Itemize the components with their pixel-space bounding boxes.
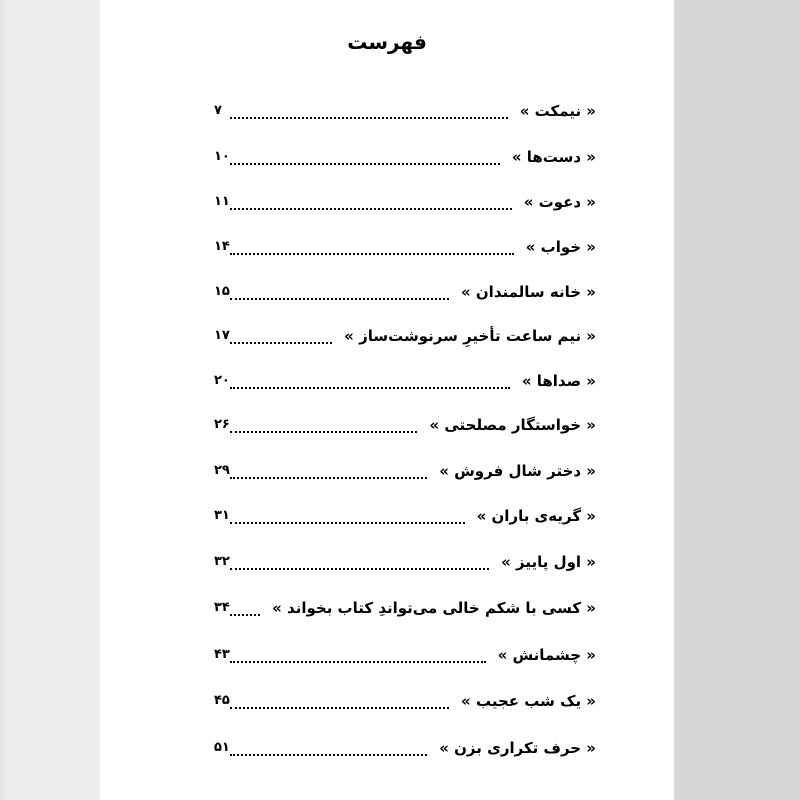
toc-entry[interactable] [100, 644, 674, 670]
toc-leader-dots [230, 699, 449, 709]
document-page [100, 0, 674, 800]
toc-entry-page-number: ۱۰ [214, 149, 230, 164]
toc-leader-dots [230, 155, 500, 165]
toc-entry-title: « گریه‌ی باران » [476, 507, 596, 525]
toc-entry-page-number: ۳۴ [214, 600, 230, 615]
toc-leader-dots [230, 514, 465, 524]
left-edge-line [0, 0, 4, 800]
toc-entry-page-number: ۴۳ [214, 647, 230, 662]
toc-entry-title: « خانه سالمندان » [460, 283, 596, 301]
toc-leader-dots [230, 200, 512, 210]
toc-leader-dots [230, 423, 417, 433]
toc-entry-title: « دست‌ها » [511, 148, 596, 166]
toc-entry-page-number: ۳۲ [214, 554, 230, 569]
toc-entry[interactable] [100, 281, 674, 307]
toc-entry[interactable] [100, 551, 674, 577]
toc-entry[interactable] [100, 505, 674, 531]
toc-leader-dots [230, 290, 449, 300]
toc-entry-page-number: ۳۱ [214, 508, 230, 523]
toc-leader-dots [230, 245, 514, 255]
toc-leader-dots [230, 109, 508, 119]
toc-leader-dots [230, 379, 510, 389]
toc-entry-title: « کسی با شکم خالی می‌تواندِ کتاب بخواند » [272, 599, 596, 617]
toc-entry[interactable] [100, 370, 674, 396]
toc-leader-dots [230, 334, 332, 344]
toc-entry-title: « صداها » [521, 372, 596, 390]
toc-entry-title: « خواب » [525, 238, 596, 256]
toc-entry-page-number: ۲۶ [214, 417, 230, 432]
toc-leader-dots [230, 746, 427, 756]
toc-leader-dots [230, 560, 489, 570]
toc-entry-title: « خواستگار مصلحتی » [429, 416, 596, 434]
toc-entry-page-number: ۵۱ [214, 740, 230, 755]
right-margin-strip [674, 0, 800, 800]
left-margin-strip [0, 0, 100, 800]
toc-entry-title: « چشمانش » [497, 646, 596, 664]
toc-entry[interactable] [100, 146, 674, 172]
toc-entry[interactable] [100, 191, 674, 217]
toc-entry[interactable] [100, 460, 674, 486]
toc-entry-page-number: ۲۰ [214, 373, 230, 388]
toc-entry[interactable] [100, 737, 674, 763]
toc-entry-title: « حرف تکراری بزن » [439, 739, 596, 757]
toc-entry-page-number: ۱۷ [214, 328, 230, 343]
toc-entry-page-number: ۴۵ [214, 693, 230, 708]
toc-entry-page-number: ۲۹ [214, 463, 230, 478]
toc-leader-dots [230, 469, 427, 479]
toc-entry-title: « اول پاییز » [501, 553, 596, 571]
toc-entry-title: « دعوت » [523, 193, 596, 211]
toc-entry[interactable] [100, 690, 674, 716]
toc-entry-page-number: ۱۱ [214, 194, 230, 209]
toc-entry-title: « نیم ساعت تأخیرِ سرنوشت‌ساز » [344, 327, 596, 345]
toc-entry-page-number: ۷ [214, 103, 222, 118]
toc-leader-dots [230, 653, 486, 663]
toc-entry-title: « یک شب عجیب » [461, 692, 596, 710]
toc-entry[interactable] [100, 236, 674, 262]
toc-entry-title: « نیمکت » [519, 102, 596, 120]
toc-entry-page-number: ۱۵ [214, 284, 230, 299]
toc-entry[interactable] [100, 100, 674, 126]
toc-leader-dots [230, 606, 260, 616]
toc-entry[interactable] [100, 597, 674, 623]
toc-title: فهرست [347, 30, 427, 54]
toc-entry[interactable] [100, 325, 674, 351]
toc-entry-page-number: ۱۴ [214, 239, 230, 254]
toc-entry[interactable] [100, 414, 674, 440]
toc-entry-title: « دختر شال فروش » [439, 462, 596, 480]
toc-list [100, 0, 674, 800]
